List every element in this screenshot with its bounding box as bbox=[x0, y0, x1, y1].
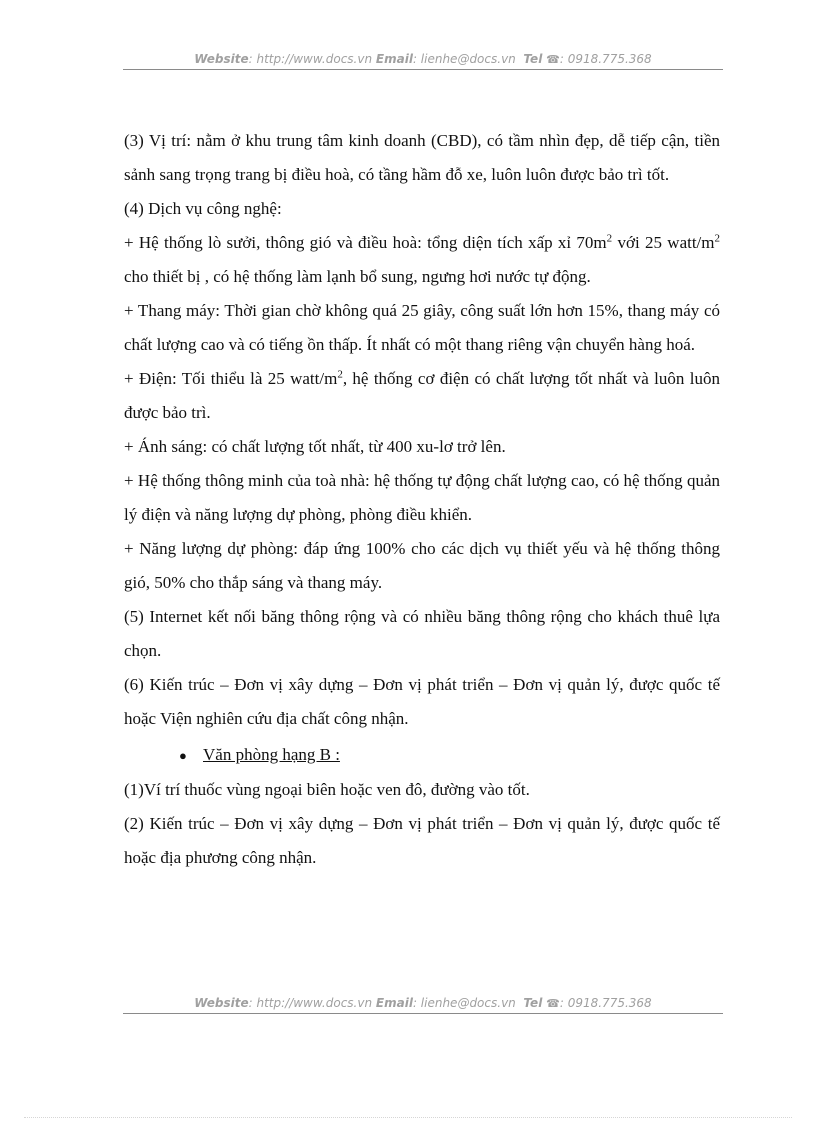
phone-icon: ☎ bbox=[546, 997, 560, 1010]
page-footer bbox=[123, 996, 723, 1014]
header-email-label: Email bbox=[375, 52, 413, 66]
header-website-value: : http://www.docs.vn bbox=[248, 52, 373, 66]
footer-email-value: : lienhe@docs.vn bbox=[412, 996, 516, 1010]
footer-website-value: : http://www.docs.vn bbox=[248, 996, 373, 1010]
header-website-label: Website bbox=[194, 52, 249, 66]
page-header bbox=[123, 52, 723, 70]
footer-tel-label: Tel bbox=[523, 996, 543, 1010]
paragraph-heating: + Hệ thống lò sưởi, thông gió và điều hoà: tổng diện tích xấp xỉ $70m^2$ với 25 watt/$m^2$ cho thiết bị , có hệ thống làm lạnh bổ sung, ngưng hơi nước tự động. bbox=[124, 232, 721, 286]
header-email-value: : lienhe@docs.vn bbox=[412, 52, 516, 66]
paragraph-architecture: (6) Kiến trúc – Đơn vị xây dựng – Đơn vị phát triển – Đơn vị quản lý, được quốc tế hoặc Viện nghiên cứu địa chất công nhận. bbox=[124, 675, 720, 728]
paragraph-class-b-location: (1)Ví trí thuốc vùng ngoại biên hoặc ven đô, đường vào tốt. bbox=[124, 780, 530, 799]
paragraph-power: + Điện: Tối thiểu là 25 watt/$m^2$, hệ thống cơ điện có chất lượng tốt nhất và luôn luôn được bảo trì. bbox=[124, 368, 720, 422]
footer-website-label: Website bbox=[194, 996, 249, 1010]
list-item-class-b bbox=[124, 738, 720, 773]
bullet-icon: ● bbox=[179, 748, 187, 763]
paragraph-lighting: + Ánh sáng: có chất lượng tốt nhất, từ 400 xu-lơ trở lên. bbox=[124, 437, 506, 456]
paragraph-smart-system: + Hệ thống thông minh của toà nhà: hệ thống tự động chất lượng cao, có hệ thống quản lý điện và năng lượng dự phòng, phòng điều khiển. bbox=[124, 471, 720, 524]
header-tel-value: : 0918.775.368 bbox=[559, 52, 652, 66]
phone-icon: ☎ bbox=[546, 53, 560, 66]
paragraph-location: (3) Vị trí: nằm ở khu trung tâm kinh doanh (CBD), có tầm nhìn đẹp, dễ tiếp cận, tiền sảnh sang trọng trang bị điều hoà, có tầng hầm đỗ xe, luôn luôn được bảo trì tốt. bbox=[124, 131, 720, 184]
page-edge-divider bbox=[24, 1117, 792, 1118]
footer-tel-value: : 0918.775.368 bbox=[559, 996, 652, 1010]
footer-email-label: Email bbox=[375, 996, 413, 1010]
paragraph-internet: (5) Internet kết nối băng thông rộng và có nhiều băng thông rộng cho khách thuê lựa chọn. bbox=[124, 607, 720, 660]
document-body bbox=[124, 124, 720, 875]
paragraph-elevator: + Thang máy: Thời gian chờ không quá 25 giây, công suất lớn hơn 15%, thang máy có chất lượng cao và có tiếng ồn thấp. Ít nhất có một thang riêng vận chuyển hàng hoá. bbox=[124, 301, 720, 354]
header-tel-label: Tel bbox=[523, 52, 543, 66]
paragraph-backup-power: + Năng lượng dự phòng: đáp ứng 100% cho các dịch vụ thiết yếu và hệ thống thông gió, 50% cho thắp sáng và thang máy. bbox=[124, 539, 720, 592]
paragraph-class-b-architecture: (2) Kiến trúc – Đơn vị xây dựng – Đơn vị phát triển – Đơn vị quản lý, được quốc tế hoặc địa phương công nhận. bbox=[124, 814, 720, 867]
class-b-heading: Văn phòng hạng B : bbox=[203, 745, 340, 764]
section-heading-tech-services: (4) Dịch vụ công nghệ: bbox=[124, 199, 282, 218]
